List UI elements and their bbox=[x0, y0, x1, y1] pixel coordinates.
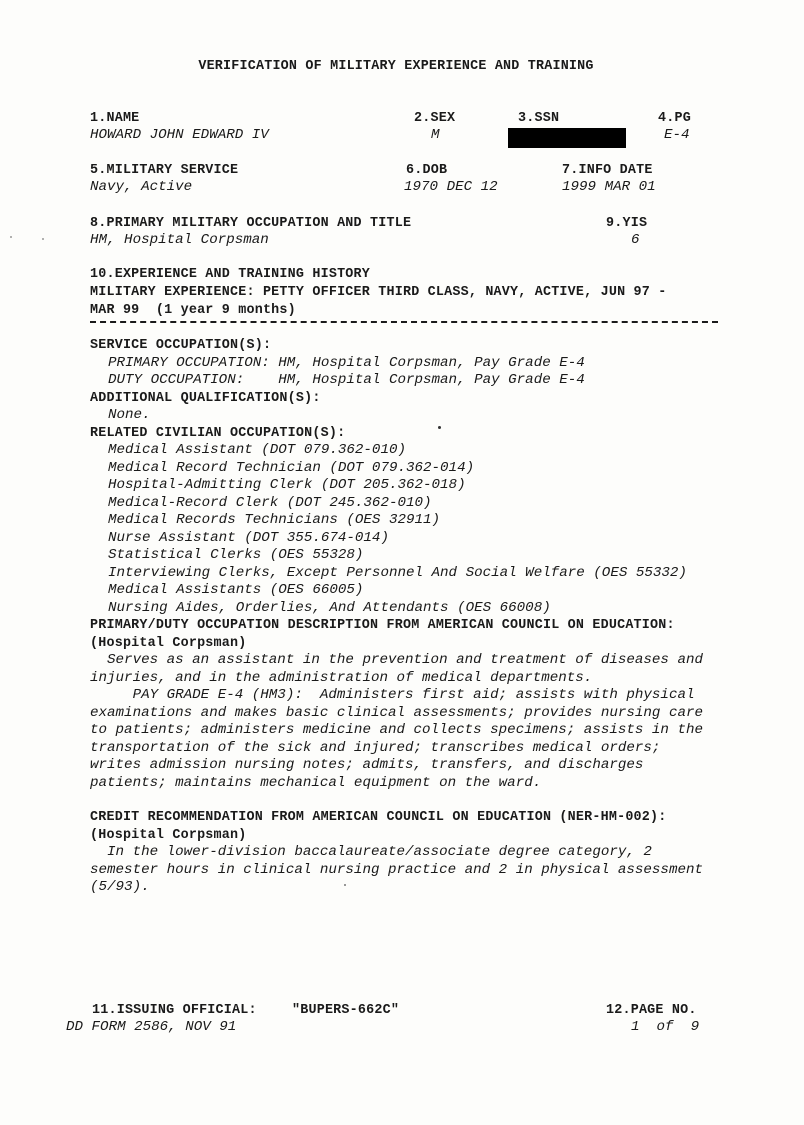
description-line: injuries, and in the administration of medical departments. bbox=[90, 669, 593, 686]
description-line: transportation of the sick and injured; transcribes medical orders; bbox=[90, 739, 661, 756]
description-line: writes admission nursing notes; admits, transfers, and discharges bbox=[90, 757, 644, 773]
credit-heading: (Hospital Corpsman) bbox=[90, 827, 247, 843]
issuing-label: 11.ISSUING OFFICIAL: bbox=[92, 1003, 257, 1018]
scan-speck bbox=[10, 236, 12, 238]
description-heading: PRIMARY/DUTY OCCUPATION DESCRIPTION FROM AMERICAN COUNCIL ON EDUCATION: bbox=[90, 618, 675, 633]
civilian-occupation-item: Medical Assistant (DOT 079.362-010) bbox=[108, 442, 406, 458]
name-label: 1.NAME bbox=[90, 111, 140, 126]
experience-line: MAR 99 (1 year 9 months) bbox=[90, 302, 296, 318]
additional-qualifications-heading: ADDITIONAL QUALIFICATION(S): bbox=[90, 390, 321, 406]
credit-heading: CREDIT RECOMMENDATION FROM AMERICAN COUNCIL ON EDUCATION (NER-HM-002): bbox=[90, 810, 667, 825]
related-civilian-heading: RELATED CIVILIAN OCCUPATION(S): bbox=[90, 425, 346, 441]
credit-line: semester hours in clinical nursing practice and 2 in physical assessment bbox=[90, 861, 703, 878]
service-value: Navy, Active bbox=[90, 179, 193, 195]
civilian-occupation-item: Interviewing Clerks, Except Personnel And Social Welfare (OES 55332) bbox=[108, 564, 687, 581]
primary-occupation: PRIMARY OCCUPATION: HM, Hospital Corpsman, Pay Grade E-4 bbox=[108, 354, 585, 371]
page-value: 1 of 9 bbox=[631, 1019, 700, 1035]
description-line: patients; maintains mechanical equipment on the ward. bbox=[90, 774, 542, 791]
sex-label: 2.SEX bbox=[414, 111, 456, 126]
pmos-value: HM, Hospital Corpsman bbox=[90, 232, 269, 248]
civilian-occupation-item: Nurse Assistant (DOT 355.674-014) bbox=[108, 529, 389, 546]
pg-label: 4.PG bbox=[658, 111, 691, 126]
ssn-redaction bbox=[508, 128, 626, 148]
description-heading: (Hospital Corpsman) bbox=[90, 635, 247, 651]
dob-label: 6.DOB bbox=[406, 163, 448, 178]
duty-occupation: DUTY OCCUPATION: HM, Hospital Corpsman, Pay Grade E-4 bbox=[108, 372, 585, 388]
credit-section bbox=[90, 809, 703, 897]
section-divider bbox=[90, 321, 718, 326]
scan-speck bbox=[42, 238, 44, 240]
credit-line: In the lower-division baccalaureate/associate degree category, 2 bbox=[90, 844, 652, 860]
civilian-occupation-item: Statistical Clerks (OES 55328) bbox=[108, 547, 364, 563]
description-line: Serves as an assistant in the prevention and treatment of diseases and bbox=[90, 652, 703, 668]
description-line: to patients; administers medicine and collects specimens; assists in the bbox=[90, 722, 703, 738]
occupation-section bbox=[90, 337, 703, 792]
form-id: DD FORM 2586, NOV 91 bbox=[66, 1019, 237, 1035]
experience-block bbox=[90, 284, 667, 319]
description-line: PAY GRADE E-4 (HM3): Administers first aid; assists with physical bbox=[90, 687, 695, 703]
scan-speck bbox=[438, 426, 441, 429]
experience-line: MILITARY EXPERIENCE: PETTY OFFICER THIRD CLASS, NAVY, ACTIVE, JUN 97 - bbox=[90, 285, 667, 300]
service-occupations-heading: SERVICE OCCUPATION(S): bbox=[90, 338, 272, 353]
civilian-occupation-item: Medical Records Technicians (OES 32911) bbox=[108, 512, 441, 528]
credit-line: (5/93). bbox=[90, 879, 150, 895]
civilian-occupation-item: Nursing Aides, Orderlies, And Attendants (OES 66008) bbox=[108, 599, 551, 616]
issuing-value: "BUPERS-662C" bbox=[292, 1003, 400, 1018]
civilian-occupation-item: Medical Record Technician (DOT 079.362-014) bbox=[108, 459, 475, 476]
history-label: 10.EXPERIENCE AND TRAINING HISTORY bbox=[90, 267, 371, 282]
form-title: VERIFICATION OF MILITARY EXPERIENCE AND TRAINING bbox=[198, 59, 594, 74]
info-date-value: 1999 MAR 01 bbox=[562, 179, 656, 195]
scan-speck bbox=[344, 884, 346, 886]
ssn-label: 3.SSN bbox=[518, 111, 560, 126]
yis-label: 9.YIS bbox=[606, 216, 648, 231]
yis-value: 6 bbox=[631, 232, 640, 248]
info-date-label: 7.INFO DATE bbox=[562, 163, 653, 178]
civilian-occupation-item: Medical Assistants (OES 66005) bbox=[108, 582, 364, 598]
civilian-occupation-item: Hospital-Admitting Clerk (DOT 205.362-018) bbox=[108, 477, 466, 493]
name-value: HOWARD JOHN EDWARD IV bbox=[90, 127, 269, 143]
service-label: 5.MILITARY SERVICE bbox=[90, 163, 239, 178]
pmos-label: 8.PRIMARY MILITARY OCCUPATION AND TITLE bbox=[90, 216, 412, 231]
dob-value: 1970 DEC 12 bbox=[404, 179, 498, 195]
page-label: 12.PAGE NO. bbox=[606, 1003, 697, 1018]
civilian-occupation-item: Medical-Record Clerk (DOT 245.362-010) bbox=[108, 494, 432, 511]
additional-qualifications-value: None. bbox=[108, 407, 151, 423]
sex-value: M bbox=[431, 127, 440, 143]
pg-value: E-4 bbox=[664, 127, 690, 143]
description-line: examinations and makes basic clinical assessments; provides nursing care bbox=[90, 704, 703, 721]
